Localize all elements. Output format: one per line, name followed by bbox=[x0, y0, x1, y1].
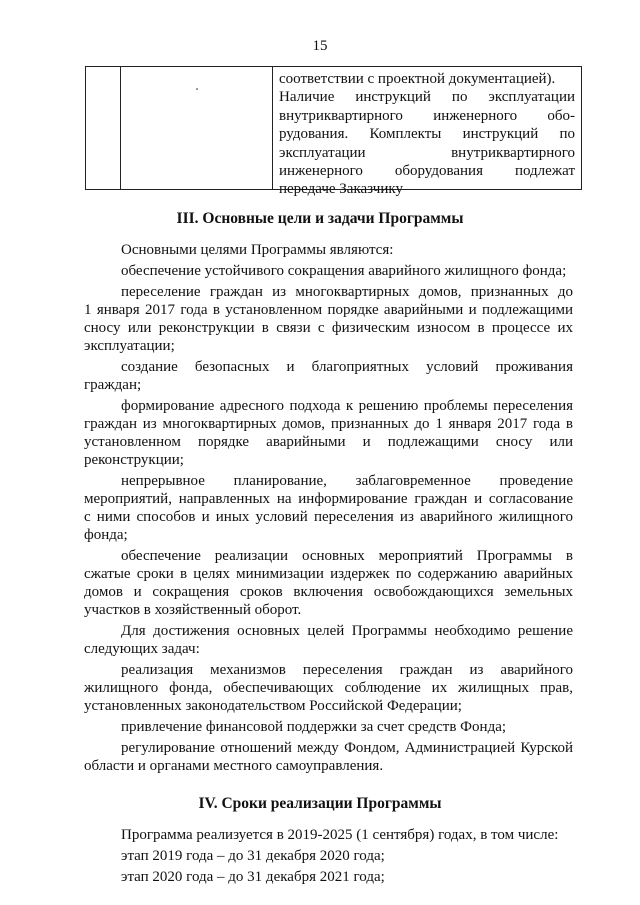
table-cell-line: Наличие инструкций по эксплуатации bbox=[279, 89, 575, 106]
table-cell-line: внутриквартирного инженерного обо- bbox=[279, 107, 575, 124]
paragraph-line: сжатые сроки в целях минимизации издержек по содержанию аварийных bbox=[84, 566, 573, 582]
paragraph-line: Программа реализуется в 2019-2025 (1 сентября) годах, в том числе: bbox=[121, 827, 559, 843]
paragraph-line: граждан; bbox=[84, 377, 142, 393]
paragraph-line: граждан из многоквартирных домов, признанных до 1 января 2017 года в bbox=[84, 416, 573, 432]
paragraph-line: эксплуатации; bbox=[84, 338, 175, 354]
paragraph-line: следующих задач: bbox=[84, 641, 200, 657]
table-cell-line: инженерного оборудования подлежат bbox=[279, 163, 575, 180]
section-4-title: IV. Сроки реализации Программы bbox=[198, 795, 442, 812]
scan-speck bbox=[196, 88, 198, 90]
paragraph-line: непрерывное планирование, заблаговременное проведение bbox=[121, 473, 573, 489]
table-cell-line: соответствии с проектной документацией). bbox=[279, 71, 556, 87]
paragraph-line: регулирование отношений между Фондом, Администрацией Курской bbox=[121, 740, 573, 756]
paragraph-line: реализация механизмов переселения граждан из аварийного bbox=[121, 662, 573, 678]
paragraph-line: реконструкции; bbox=[84, 452, 184, 468]
paragraph-line: фонда; bbox=[84, 527, 128, 543]
paragraph-line: формирование адресного подхода к решению проблемы переселения bbox=[121, 398, 573, 414]
table-cell-line: передаче Заказчику bbox=[279, 181, 403, 198]
paragraph-line: обеспечение устойчивого сокращения аварийного жилищного фонда; bbox=[121, 263, 567, 279]
paragraph-line: Основными целями Программы являются: bbox=[121, 242, 394, 258]
paragraph-line: переселение граждан из многоквартирных домов, признанных до bbox=[121, 284, 573, 300]
paragraph-line: 1 января 2017 года в установленном порядке аварийными и подлежащими bbox=[84, 302, 573, 318]
paragraph-line: сносу или реконструкции в связи с физическим износом в процессе их bbox=[84, 320, 573, 336]
table-cell-requirements bbox=[273, 67, 581, 198]
paragraph-line: Для достижения основных целей Программы необходимо решение bbox=[121, 623, 573, 639]
paragraph-line: с ними способов и иных условий переселения из аварийного жилищного bbox=[84, 509, 573, 525]
table-column-name bbox=[121, 67, 273, 189]
section-3-title: III. Основные цели и задачи Программы bbox=[176, 210, 464, 227]
table-column-number bbox=[86, 67, 121, 189]
paragraph-line: этап 2020 года – до 31 декабря 2021 года; bbox=[121, 869, 385, 885]
page-number: 15 bbox=[312, 38, 328, 54]
paragraph-line: привлечение финансовой поддержки за счет средств Фонда; bbox=[121, 719, 507, 735]
paragraph-line: установленном порядке аварийными и подлежащими сносу или bbox=[84, 434, 573, 450]
paragraph-line: жилищного фонда, обеспечивающих соблюдение их жилищных прав, bbox=[84, 680, 573, 696]
table-cell-line: эксплуатации внутриквартирного bbox=[279, 144, 575, 161]
paragraph-line: домов и сокращения сроков включения освобождающихся земельных bbox=[84, 584, 573, 600]
requirements-table bbox=[85, 66, 582, 198]
paragraph-line: этап 2019 года – до 31 декабря 2020 года; bbox=[121, 848, 385, 864]
paragraph-line: создание безопасных и благоприятных условий проживания bbox=[121, 359, 573, 375]
paragraph-line: мероприятий, направленных на информирование граждан и согласование bbox=[84, 491, 573, 507]
paragraph-line: установленных законодательством Российской Федерации; bbox=[84, 698, 462, 714]
paragraph-line: участков в хозяйственный оборот. bbox=[84, 602, 302, 618]
paragraph-line: обеспечение реализации основных мероприятий Программы в bbox=[121, 548, 573, 564]
paragraph-line: области и органами местного самоуправления. bbox=[84, 758, 384, 774]
table-cell-line: рудования. Комплекты инструкций по bbox=[279, 126, 575, 143]
